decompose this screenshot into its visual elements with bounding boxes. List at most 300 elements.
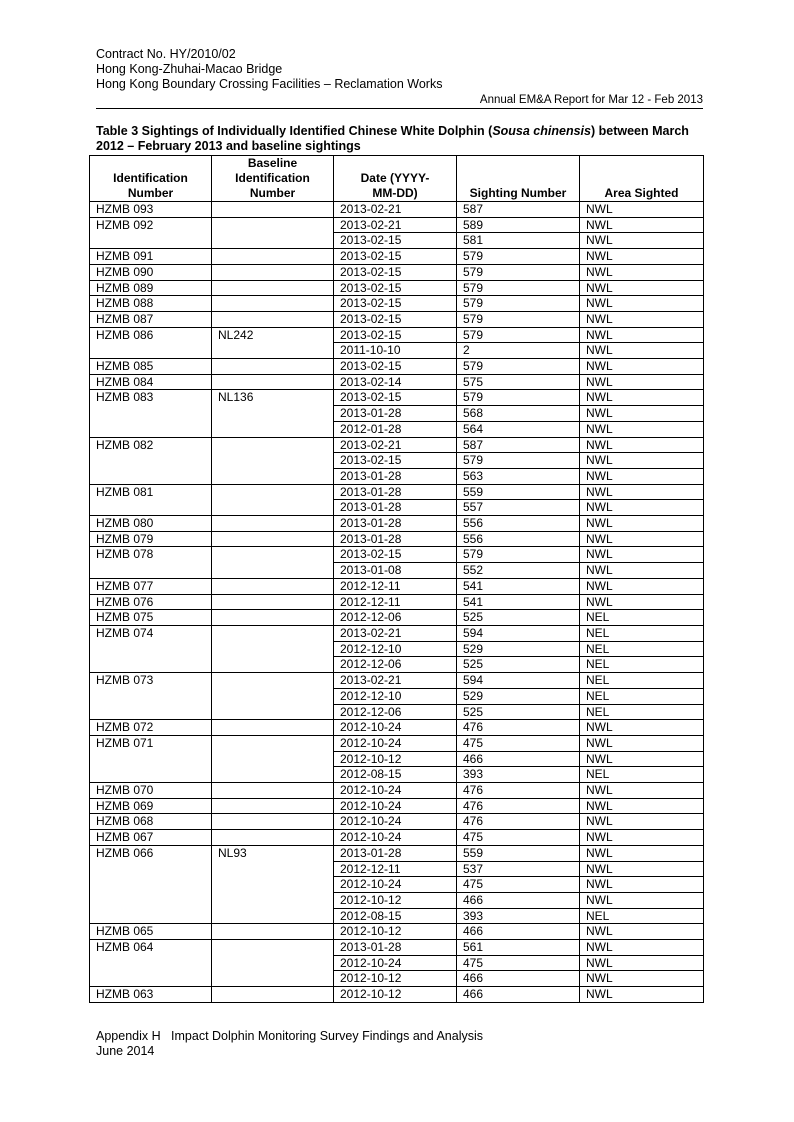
sighting-number-cell: 475 bbox=[457, 877, 580, 893]
baseline-id-cell bbox=[212, 610, 334, 626]
identification-number-cell bbox=[90, 751, 212, 767]
baseline-id-cell bbox=[212, 673, 334, 689]
sighting-number-cell: 476 bbox=[457, 798, 580, 814]
sighting-number-cell: 541 bbox=[457, 578, 580, 594]
sighting-number-cell: 559 bbox=[457, 845, 580, 861]
table-row bbox=[90, 610, 704, 626]
date-cell: 2012-12-10 bbox=[334, 641, 457, 657]
sighting-number-cell: 594 bbox=[457, 673, 580, 689]
identification-number-cell: HZMB 076 bbox=[90, 594, 212, 610]
date-cell: 2013-01-08 bbox=[334, 563, 457, 579]
identification-number-cell bbox=[90, 406, 212, 422]
date-cell: 2013-02-21 bbox=[334, 625, 457, 641]
identification-number-cell bbox=[90, 343, 212, 359]
sighting-number-cell: 529 bbox=[457, 641, 580, 657]
date-cell: 2012-10-24 bbox=[334, 955, 457, 971]
project-name: Hong Kong-Zhuhai-Macao Bridge bbox=[96, 62, 283, 76]
date-cell: 2013-02-15 bbox=[334, 311, 457, 327]
table-row bbox=[90, 359, 704, 375]
sighting-number-cell: 529 bbox=[457, 688, 580, 704]
area-sighted-cell: NWL bbox=[580, 516, 704, 532]
table-row bbox=[90, 641, 704, 657]
area-sighted-cell: NEL bbox=[580, 767, 704, 783]
table-row bbox=[90, 578, 704, 594]
baseline-id-cell bbox=[212, 233, 334, 249]
col-baseline-identification-number: Baseline Identification Number bbox=[212, 156, 334, 202]
baseline-id-cell bbox=[212, 374, 334, 390]
identification-number-cell: HZMB 078 bbox=[90, 547, 212, 563]
area-sighted-cell: NEL bbox=[580, 688, 704, 704]
sighting-number-cell: 466 bbox=[457, 751, 580, 767]
area-sighted-cell: NWL bbox=[580, 500, 704, 516]
table-row bbox=[90, 311, 704, 327]
identification-number-cell: HZMB 075 bbox=[90, 610, 212, 626]
identification-number-cell bbox=[90, 704, 212, 720]
area-sighted-cell: NWL bbox=[580, 578, 704, 594]
table-row bbox=[90, 720, 704, 736]
sighting-number-cell: 466 bbox=[457, 987, 580, 1003]
baseline-id-cell bbox=[212, 453, 334, 469]
area-sighted-cell: NEL bbox=[580, 704, 704, 720]
date-cell: 2012-12-11 bbox=[334, 594, 457, 610]
identification-number-cell bbox=[90, 688, 212, 704]
baseline-id-cell bbox=[212, 955, 334, 971]
area-sighted-cell: NEL bbox=[580, 610, 704, 626]
area-sighted-cell: NWL bbox=[580, 563, 704, 579]
col-area-sighted: Area Sighted bbox=[580, 156, 704, 202]
sighting-number-cell: 475 bbox=[457, 830, 580, 846]
baseline-id-cell bbox=[212, 406, 334, 422]
identification-number-cell bbox=[90, 877, 212, 893]
table-row bbox=[90, 296, 704, 312]
table-header-row bbox=[90, 156, 704, 202]
area-sighted-cell: NWL bbox=[580, 280, 704, 296]
table-row bbox=[90, 500, 704, 516]
identification-number-cell: HZMB 079 bbox=[90, 531, 212, 547]
sighting-number-cell: 537 bbox=[457, 861, 580, 877]
baseline-id-cell bbox=[212, 877, 334, 893]
sighting-number-cell: 579 bbox=[457, 280, 580, 296]
date-cell: 2013-02-21 bbox=[334, 202, 457, 218]
date-cell: 2013-01-28 bbox=[334, 500, 457, 516]
title-species: Sousa chinensis bbox=[492, 124, 591, 138]
identification-number-cell: HZMB 084 bbox=[90, 374, 212, 390]
identification-number-cell: HZMB 072 bbox=[90, 720, 212, 736]
sighting-number-cell: 552 bbox=[457, 563, 580, 579]
sighting-number-cell: 525 bbox=[457, 657, 580, 673]
area-sighted-cell: NWL bbox=[580, 971, 704, 987]
sighting-number-cell: 561 bbox=[457, 940, 580, 956]
facility-name: Hong Kong Boundary Crossing Facilities – Reclamation Works bbox=[96, 77, 443, 91]
date-cell: 2012-10-12 bbox=[334, 987, 457, 1003]
sighting-number-cell: 476 bbox=[457, 720, 580, 736]
baseline-id-cell bbox=[212, 202, 334, 218]
identification-number-cell: HZMB 077 bbox=[90, 578, 212, 594]
footer-appendix: Appendix H Impact Dolphin Monitoring Survey Findings and Analysis bbox=[96, 1029, 484, 1043]
date-cell: 2012-10-12 bbox=[334, 924, 457, 940]
area-sighted-cell: NWL bbox=[580, 924, 704, 940]
date-cell: 2013-01-28 bbox=[334, 468, 457, 484]
sighting-number-cell: 476 bbox=[457, 783, 580, 799]
sighting-number-cell: 393 bbox=[457, 767, 580, 783]
baseline-id-cell bbox=[212, 814, 334, 830]
date-cell: 2013-02-15 bbox=[334, 390, 457, 406]
baseline-id-cell bbox=[212, 735, 334, 751]
sighting-number-cell: 587 bbox=[457, 437, 580, 453]
baseline-id-cell bbox=[212, 704, 334, 720]
identification-number-cell bbox=[90, 563, 212, 579]
baseline-id-cell bbox=[212, 437, 334, 453]
date-cell: 2013-01-28 bbox=[334, 940, 457, 956]
area-sighted-cell: NWL bbox=[580, 892, 704, 908]
area-sighted-cell: NWL bbox=[580, 594, 704, 610]
sighting-number-cell: 476 bbox=[457, 814, 580, 830]
baseline-id-cell: NL93 bbox=[212, 845, 334, 861]
identification-number-cell bbox=[90, 767, 212, 783]
table-row bbox=[90, 327, 704, 343]
area-sighted-cell: NWL bbox=[580, 955, 704, 971]
sighting-number-cell: 579 bbox=[457, 249, 580, 265]
baseline-id-cell bbox=[212, 264, 334, 280]
title-prefix: Table 3 Sightings of Individually Identified Chinese White Dolphin ( bbox=[96, 124, 493, 138]
area-sighted-cell: NWL bbox=[580, 233, 704, 249]
table-row bbox=[90, 735, 704, 751]
baseline-id-cell bbox=[212, 468, 334, 484]
sighting-number-cell: 564 bbox=[457, 421, 580, 437]
area-sighted-cell: NWL bbox=[580, 720, 704, 736]
sighting-number-cell: 2 bbox=[457, 343, 580, 359]
table-row bbox=[90, 861, 704, 877]
identification-number-cell: HZMB 081 bbox=[90, 484, 212, 500]
table-row bbox=[90, 924, 704, 940]
date-cell: 2013-01-28 bbox=[334, 406, 457, 422]
table-row bbox=[90, 343, 704, 359]
date-cell: 2012-10-24 bbox=[334, 720, 457, 736]
sighting-number-cell: 466 bbox=[457, 924, 580, 940]
baseline-id-cell bbox=[212, 625, 334, 641]
area-sighted-cell: NWL bbox=[580, 202, 704, 218]
footer-date: June 2014 bbox=[96, 1044, 155, 1058]
date-cell: 2013-02-15 bbox=[334, 453, 457, 469]
table-row bbox=[90, 264, 704, 280]
table-row bbox=[90, 594, 704, 610]
area-sighted-cell: NWL bbox=[580, 531, 704, 547]
table-row bbox=[90, 374, 704, 390]
identification-number-cell: HZMB 074 bbox=[90, 625, 212, 641]
col-identification-number: Identification Number bbox=[90, 156, 212, 202]
identification-number-cell: HZMB 091 bbox=[90, 249, 212, 265]
identification-number-cell bbox=[90, 453, 212, 469]
table-row bbox=[90, 625, 704, 641]
area-sighted-cell: NWL bbox=[580, 987, 704, 1003]
date-cell: 2012-08-15 bbox=[334, 908, 457, 924]
identification-number-cell bbox=[90, 657, 212, 673]
date-cell: 2013-02-15 bbox=[334, 359, 457, 375]
table-row bbox=[90, 390, 704, 406]
identification-number-cell: HZMB 092 bbox=[90, 217, 212, 233]
area-sighted-cell: NWL bbox=[580, 327, 704, 343]
sighting-number-cell: 393 bbox=[457, 908, 580, 924]
table-row bbox=[90, 783, 704, 799]
sighting-number-cell: 525 bbox=[457, 704, 580, 720]
sighting-number-cell: 575 bbox=[457, 374, 580, 390]
identification-number-cell bbox=[90, 641, 212, 657]
baseline-id-cell bbox=[212, 908, 334, 924]
identification-number-cell: HZMB 070 bbox=[90, 783, 212, 799]
identification-number-cell bbox=[90, 892, 212, 908]
date-cell: 2013-02-15 bbox=[334, 249, 457, 265]
area-sighted-cell: NWL bbox=[580, 421, 704, 437]
identification-number-cell: HZMB 083 bbox=[90, 390, 212, 406]
area-sighted-cell: NWL bbox=[580, 940, 704, 956]
date-cell: 2012-10-12 bbox=[334, 892, 457, 908]
sighting-number-cell: 568 bbox=[457, 406, 580, 422]
identification-number-cell bbox=[90, 971, 212, 987]
date-cell: 2012-12-11 bbox=[334, 578, 457, 594]
identification-number-cell: HZMB 067 bbox=[90, 830, 212, 846]
date-cell: 2012-10-24 bbox=[334, 783, 457, 799]
sighting-number-cell: 587 bbox=[457, 202, 580, 218]
area-sighted-cell: NWL bbox=[580, 359, 704, 375]
identification-number-cell: HZMB 088 bbox=[90, 296, 212, 312]
table-row bbox=[90, 453, 704, 469]
baseline-id-cell bbox=[212, 924, 334, 940]
table-row bbox=[90, 987, 704, 1003]
date-cell: 2012-01-28 bbox=[334, 421, 457, 437]
identification-number-cell bbox=[90, 955, 212, 971]
table-row bbox=[90, 688, 704, 704]
baseline-id-cell bbox=[212, 343, 334, 359]
area-sighted-cell: NEL bbox=[580, 908, 704, 924]
sighting-number-cell: 579 bbox=[457, 453, 580, 469]
table-row bbox=[90, 877, 704, 893]
table-row bbox=[90, 971, 704, 987]
identification-number-cell: HZMB 089 bbox=[90, 280, 212, 296]
identification-number-cell: HZMB 086 bbox=[90, 327, 212, 343]
sighting-number-cell: 579 bbox=[457, 296, 580, 312]
sighting-number-cell: 525 bbox=[457, 610, 580, 626]
date-cell: 2012-12-06 bbox=[334, 704, 457, 720]
baseline-id-cell bbox=[212, 217, 334, 233]
col-date: Date (YYYY-MM-DD) bbox=[334, 156, 457, 202]
date-cell: 2011-10-10 bbox=[334, 343, 457, 359]
col-sighting-number: Sighting Number bbox=[457, 156, 580, 202]
table-row bbox=[90, 484, 704, 500]
table-row bbox=[90, 767, 704, 783]
area-sighted-cell: NWL bbox=[580, 437, 704, 453]
identification-number-cell: HZMB 085 bbox=[90, 359, 212, 375]
baseline-id-cell bbox=[212, 830, 334, 846]
baseline-id-cell bbox=[212, 578, 334, 594]
area-sighted-cell: NWL bbox=[580, 390, 704, 406]
baseline-id-cell bbox=[212, 751, 334, 767]
table-row bbox=[90, 202, 704, 218]
date-cell: 2013-01-28 bbox=[334, 531, 457, 547]
table-row bbox=[90, 217, 704, 233]
baseline-id-cell bbox=[212, 688, 334, 704]
date-cell: 2012-10-24 bbox=[334, 830, 457, 846]
identification-number-cell bbox=[90, 233, 212, 249]
area-sighted-cell: NWL bbox=[580, 249, 704, 265]
area-sighted-cell: NWL bbox=[580, 468, 704, 484]
date-cell: 2013-02-15 bbox=[334, 296, 457, 312]
date-cell: 2012-12-10 bbox=[334, 688, 457, 704]
area-sighted-cell: NWL bbox=[580, 798, 704, 814]
contract-number: Contract No. HY/2010/02 bbox=[96, 47, 236, 61]
identification-number-cell: HZMB 093 bbox=[90, 202, 212, 218]
sighting-number-cell: 556 bbox=[457, 531, 580, 547]
area-sighted-cell: NWL bbox=[580, 845, 704, 861]
sighting-number-cell: 541 bbox=[457, 594, 580, 610]
date-cell: 2013-02-14 bbox=[334, 374, 457, 390]
sighting-number-cell: 475 bbox=[457, 955, 580, 971]
identification-number-cell bbox=[90, 421, 212, 437]
table-body bbox=[90, 202, 704, 1003]
table-row bbox=[90, 798, 704, 814]
table-row bbox=[90, 531, 704, 547]
area-sighted-cell: NWL bbox=[580, 861, 704, 877]
header-rule bbox=[96, 108, 703, 109]
table-row bbox=[90, 657, 704, 673]
date-cell: 2012-10-24 bbox=[334, 798, 457, 814]
identification-number-cell bbox=[90, 468, 212, 484]
report-name: Annual EM&A Report for Mar 12 - Feb 2013 bbox=[479, 94, 703, 106]
sighting-number-cell: 579 bbox=[457, 359, 580, 375]
sighting-number-cell: 594 bbox=[457, 625, 580, 641]
page-header bbox=[96, 47, 703, 108]
area-sighted-cell: NWL bbox=[580, 374, 704, 390]
date-cell: 2012-10-24 bbox=[334, 877, 457, 893]
sighting-number-cell: 556 bbox=[457, 516, 580, 532]
area-sighted-cell: NWL bbox=[580, 484, 704, 500]
identification-number-cell: HZMB 068 bbox=[90, 814, 212, 830]
area-sighted-cell: NWL bbox=[580, 217, 704, 233]
page-footer bbox=[96, 1029, 483, 1059]
baseline-id-cell bbox=[212, 641, 334, 657]
table-row bbox=[90, 830, 704, 846]
area-sighted-cell: NWL bbox=[580, 735, 704, 751]
table-row bbox=[90, 406, 704, 422]
table-row bbox=[90, 751, 704, 767]
sighting-number-cell: 589 bbox=[457, 217, 580, 233]
baseline-id-cell bbox=[212, 971, 334, 987]
sighting-number-cell: 581 bbox=[457, 233, 580, 249]
sighting-number-cell: 563 bbox=[457, 468, 580, 484]
identification-number-cell: HZMB 080 bbox=[90, 516, 212, 532]
area-sighted-cell: NWL bbox=[580, 453, 704, 469]
area-sighted-cell: NWL bbox=[580, 343, 704, 359]
date-cell: 2013-02-21 bbox=[334, 217, 457, 233]
baseline-id-cell bbox=[212, 484, 334, 500]
area-sighted-cell: NWL bbox=[580, 783, 704, 799]
table-row bbox=[90, 547, 704, 563]
table-row bbox=[90, 845, 704, 861]
area-sighted-cell: NEL bbox=[580, 673, 704, 689]
baseline-id-cell bbox=[212, 531, 334, 547]
date-cell: 2012-12-06 bbox=[334, 610, 457, 626]
sighting-number-cell: 579 bbox=[457, 264, 580, 280]
baseline-id-cell bbox=[212, 249, 334, 265]
table-row bbox=[90, 704, 704, 720]
area-sighted-cell: NEL bbox=[580, 641, 704, 657]
date-cell: 2013-02-21 bbox=[334, 437, 457, 453]
table-row bbox=[90, 955, 704, 971]
baseline-id-cell bbox=[212, 767, 334, 783]
identification-number-cell bbox=[90, 861, 212, 877]
sighting-number-cell: 579 bbox=[457, 327, 580, 343]
baseline-id-cell bbox=[212, 657, 334, 673]
baseline-id-cell bbox=[212, 783, 334, 799]
table-row bbox=[90, 280, 704, 296]
area-sighted-cell: NWL bbox=[580, 264, 704, 280]
date-cell: 2013-01-28 bbox=[334, 516, 457, 532]
table-row bbox=[90, 673, 704, 689]
identification-number-cell: HZMB 063 bbox=[90, 987, 212, 1003]
sightings-table bbox=[89, 155, 704, 1003]
table-row bbox=[90, 468, 704, 484]
area-sighted-cell: NWL bbox=[580, 814, 704, 830]
baseline-id-cell bbox=[212, 500, 334, 516]
sighting-number-cell: 557 bbox=[457, 500, 580, 516]
date-cell: 2012-10-24 bbox=[334, 814, 457, 830]
area-sighted-cell: NWL bbox=[580, 311, 704, 327]
baseline-id-cell bbox=[212, 987, 334, 1003]
area-sighted-cell: NEL bbox=[580, 625, 704, 641]
table-row bbox=[90, 421, 704, 437]
table-row bbox=[90, 437, 704, 453]
baseline-id-cell bbox=[212, 421, 334, 437]
baseline-id-cell bbox=[212, 892, 334, 908]
table-row bbox=[90, 233, 704, 249]
date-cell: 2012-10-24 bbox=[334, 735, 457, 751]
table-row bbox=[90, 892, 704, 908]
sighting-number-cell: 579 bbox=[457, 390, 580, 406]
sighting-number-cell: 466 bbox=[457, 892, 580, 908]
identification-number-cell: HZMB 064 bbox=[90, 940, 212, 956]
identification-number-cell: HZMB 090 bbox=[90, 264, 212, 280]
table-row bbox=[90, 940, 704, 956]
date-cell: 2013-02-15 bbox=[334, 264, 457, 280]
identification-number-cell: HZMB 073 bbox=[90, 673, 212, 689]
baseline-id-cell bbox=[212, 296, 334, 312]
date-cell: 2012-10-12 bbox=[334, 971, 457, 987]
identification-number-cell bbox=[90, 908, 212, 924]
baseline-id-cell bbox=[212, 280, 334, 296]
date-cell: 2013-02-15 bbox=[334, 547, 457, 563]
title-suffix: ) between March 2012 – February 2013 and baseline sightings bbox=[96, 124, 689, 153]
sighting-number-cell: 475 bbox=[457, 735, 580, 751]
identification-number-cell: HZMB 069 bbox=[90, 798, 212, 814]
area-sighted-cell: NWL bbox=[580, 830, 704, 846]
date-cell: 2013-02-15 bbox=[334, 280, 457, 296]
date-cell: 2013-02-21 bbox=[334, 673, 457, 689]
table-title bbox=[96, 124, 706, 153]
date-cell: 2013-02-15 bbox=[334, 233, 457, 249]
table-row bbox=[90, 814, 704, 830]
area-sighted-cell: NEL bbox=[580, 657, 704, 673]
baseline-id-cell bbox=[212, 547, 334, 563]
baseline-id-cell: NL136 bbox=[212, 390, 334, 406]
identification-number-cell: HZMB 071 bbox=[90, 735, 212, 751]
baseline-id-cell: NL242 bbox=[212, 327, 334, 343]
area-sighted-cell: NWL bbox=[580, 406, 704, 422]
table-row bbox=[90, 516, 704, 532]
identification-number-cell: HZMB 065 bbox=[90, 924, 212, 940]
area-sighted-cell: NWL bbox=[580, 877, 704, 893]
date-cell: 2013-02-15 bbox=[334, 327, 457, 343]
date-cell: 2012-12-11 bbox=[334, 861, 457, 877]
identification-number-cell: HZMB 087 bbox=[90, 311, 212, 327]
